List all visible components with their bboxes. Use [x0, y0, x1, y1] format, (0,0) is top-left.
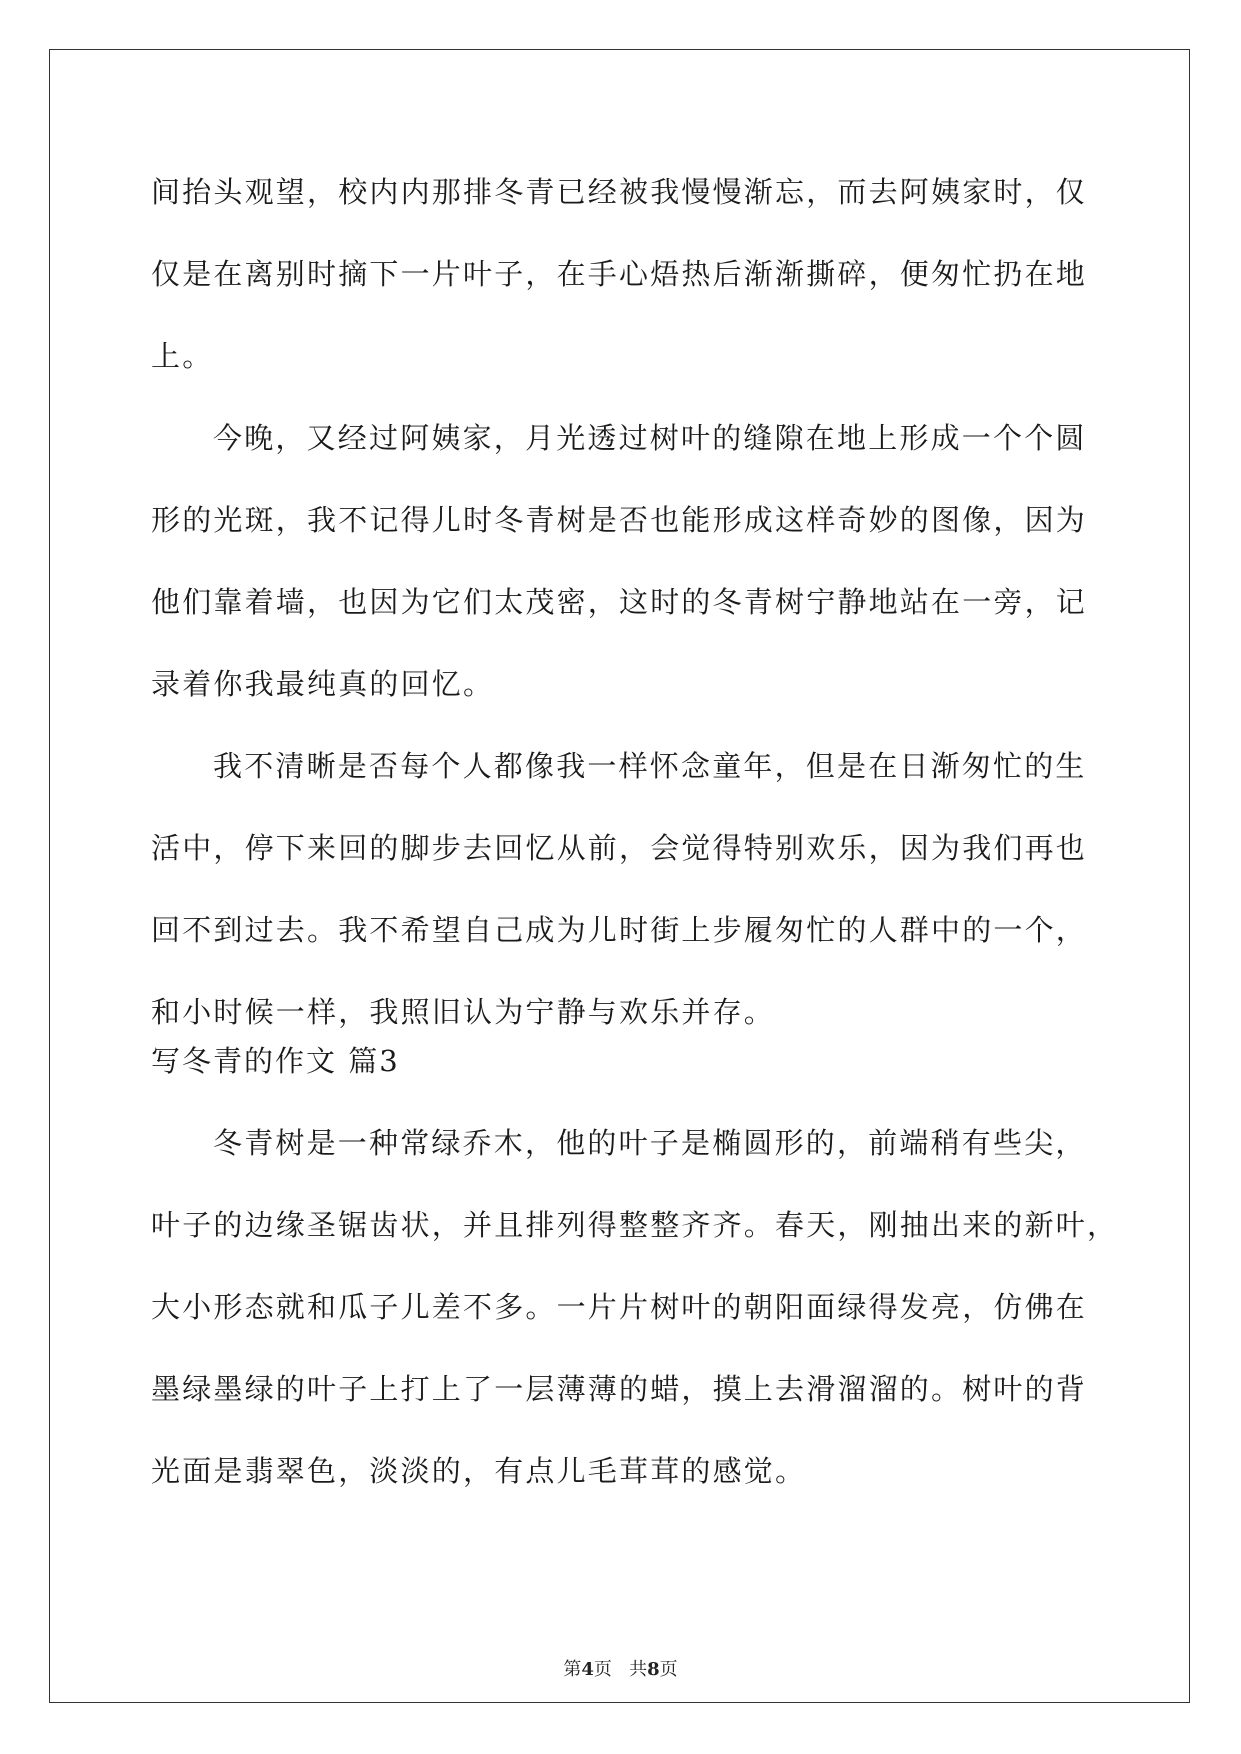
section-heading: 写冬青的作文 篇3: [151, 1044, 400, 1078]
footer-total-suffix: 页: [659, 1659, 678, 1680]
text-line: 上。: [151, 339, 214, 373]
text-line: 活中，停下来回的脚步去回忆从前，会觉得特别欢乐，因为我们再也: [151, 831, 1088, 865]
paragraph: [151, 151, 1101, 397]
text-line: 仅是在离别时摘下一片叶子，在手心焐热后渐渐撕碎，便匆忙扔在地: [151, 257, 1088, 291]
text-line: 和小时候一样，我照旧认为宁静与欢乐并存。: [151, 995, 776, 1029]
paragraph: [151, 1102, 1119, 1512]
text-line: 他们靠着墙，也因为它们太茂密，这时的冬青树宁静地站在一旁，记: [151, 585, 1088, 619]
footer-prefix: 第: [563, 1659, 582, 1680]
text-line: 墨绿墨绿的叶子上打上了一层薄薄的蜡，摸上去滑溜溜的。树叶的背: [151, 1372, 1088, 1406]
text-line: 今晚，又经过阿姨家，月光透过树叶的缝隙在地上形成一个个圆: [213, 421, 1087, 455]
current-page-number: 4: [581, 1659, 594, 1680]
footer-page-word: 页: [593, 1659, 612, 1680]
text-line: 叶子的边缘圣锯齿状，并且排列得整整齐齐。春天，刚抽出来的新叶，: [151, 1208, 1119, 1242]
page-footer: [0, 1655, 1241, 1681]
body-text-bottom: [151, 1102, 1119, 1512]
text-line: 冬青树是一种常绿乔木，他的叶子是椭圆形的，前端稍有些尖，: [213, 1126, 1087, 1160]
text-line: 回不到过去。我不希望自己成为儿时街上步履匆忙的人群中的一个，: [151, 913, 1088, 947]
paragraph: [151, 725, 1101, 1053]
text-line: 形的光斑，我不记得儿时冬青树是否也能形成这样奇妙的图像，因为: [151, 503, 1088, 537]
text-line: 大小形态就和瓜子儿差不多。一片片树叶的朝阳面绿得发亮，仿佛在: [151, 1290, 1088, 1324]
text-line: 我不清晰是否每个人都像我一样怀念童年，但是在日渐匆忙的生: [213, 749, 1087, 783]
paragraph: [151, 397, 1101, 725]
total-page-number: 8: [647, 1659, 660, 1680]
text-line: 间抬头观望，校内内那排冬青已经被我慢慢渐忘，而去阿姨家时，仅: [151, 175, 1088, 209]
text-line: 光面是翡翠色，淡淡的，有点儿毛茸茸的感觉。: [151, 1454, 807, 1488]
footer-total-prefix: 共: [629, 1659, 648, 1680]
body-text-top: [151, 151, 1101, 1053]
text-line: 录着你我最纯真的回忆。: [151, 667, 495, 701]
